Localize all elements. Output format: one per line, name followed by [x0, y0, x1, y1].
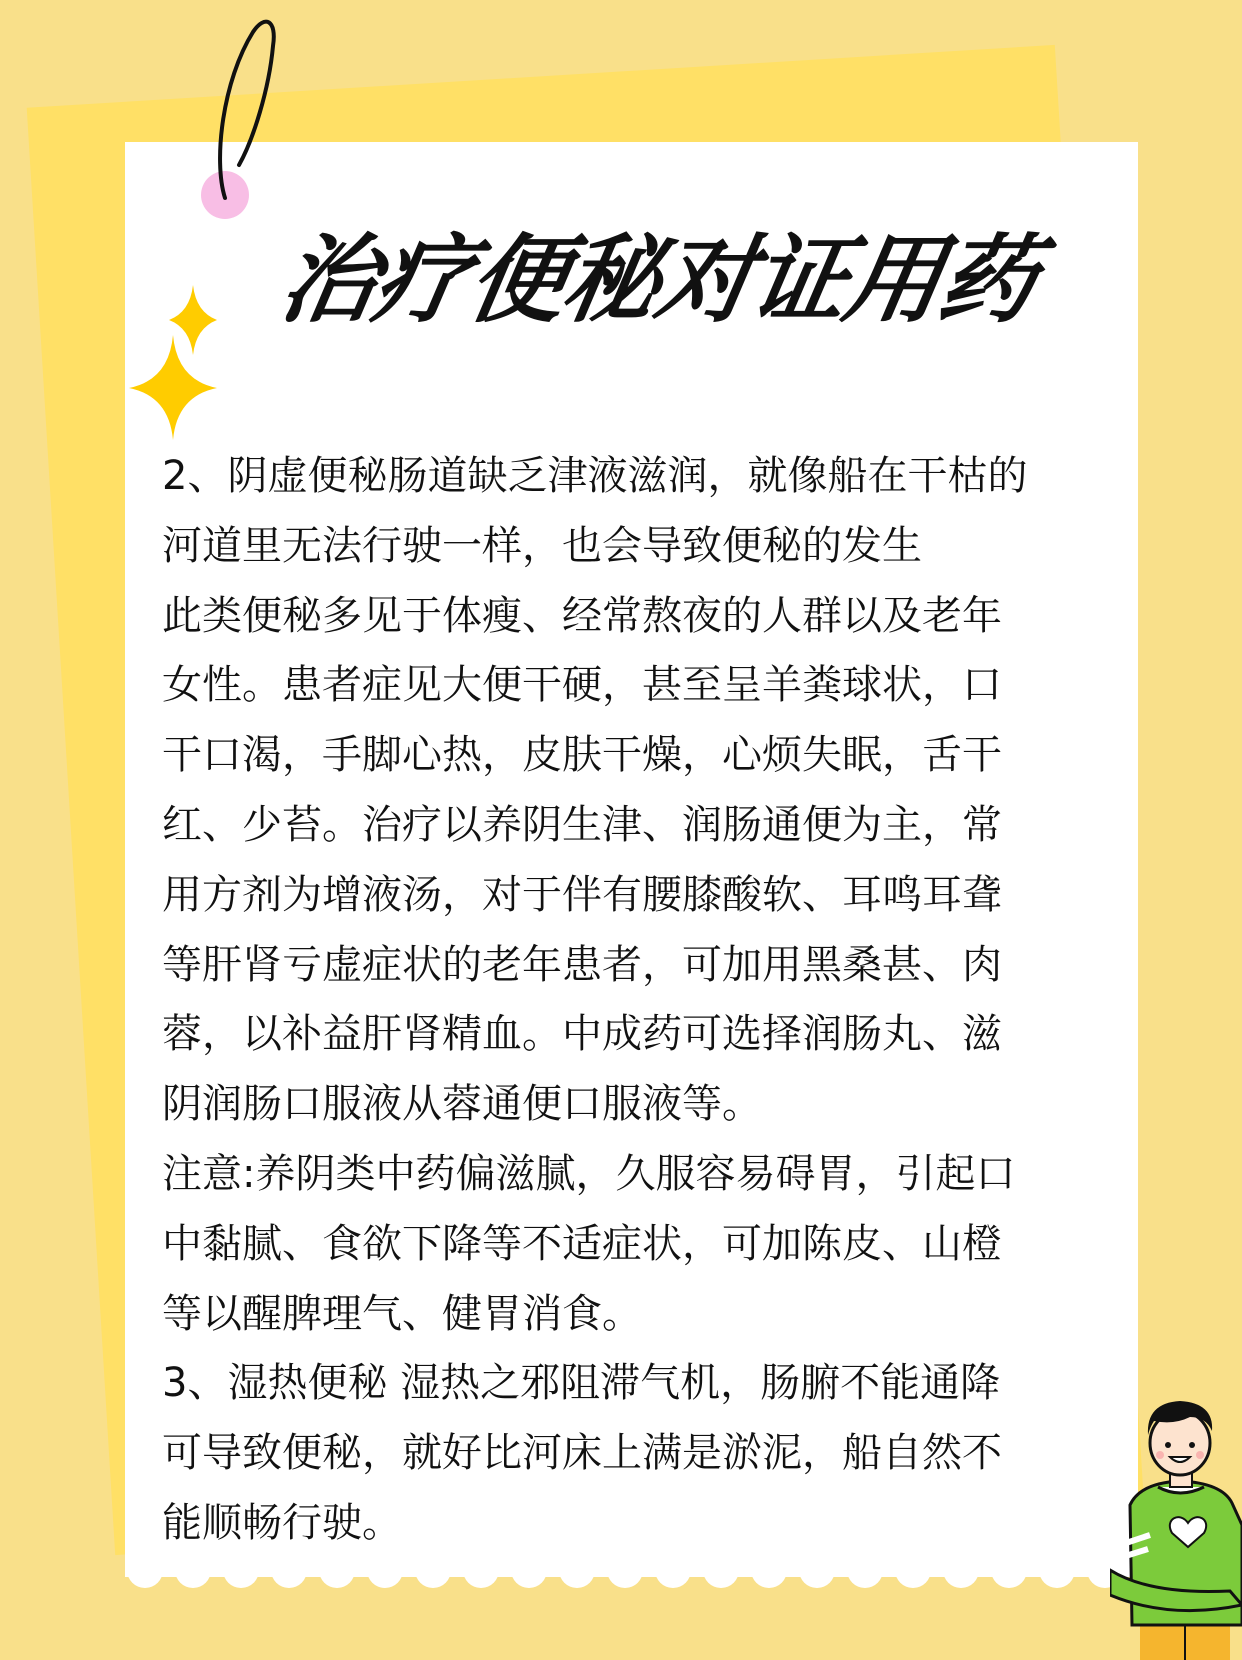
paper-clip-icon	[195, 10, 285, 225]
cartoon-boy-illustration	[1110, 1395, 1242, 1660]
paragraph-yin-deficiency: 2、阴虚便秘肠道缺乏津液滋润，就像船在干枯的 河道里无法行驶一样，也会导致便秘的发生	[162, 453, 1028, 569]
paragraph-symptoms-treatment: 此类便秘多见于体瘦、经常熬夜的人群以及老年 女性。患者症见大便干硬，甚至呈羊粪球状，口 干口渴，手脚心热，皮肤干燥，心烦失眠，舌干 红、少苔。治疗以养阴生津、润肠通便为主，常 用方剂为增液汤，对于伴有腰膝酸软、耳鸣耳聋 等肝肾亏虚症状的老年患者，可加用黑桑甚、肉 蓉，以补益肝肾精血。中成药可选择润肠丸、滋 阴润肠口服液从蓉通便口服液等。	[162, 592, 1002, 1128]
paragraph-damp-heat: 3、湿热便秘 湿热之邪阻滞气机，肠腑不能通降 可导致便秘，就好比河床上满是淤泥，船自然不 能顺畅行驶。	[162, 1360, 1002, 1546]
page-title: 治疗便秘对证用药	[272, 224, 1044, 336]
paper-scalloped-edge	[125, 1566, 1138, 1596]
paragraph-caution: 注意:养阴类中药偏滋腻，久服容易碍胃，引起口 中黏腻、食欲下降等不适症状，可加陈皮、山橙 等以醒脾理气、健胃消食。	[162, 1150, 1016, 1337]
article-body	[162, 442, 1112, 1559]
sparkle-icon	[125, 280, 235, 440]
